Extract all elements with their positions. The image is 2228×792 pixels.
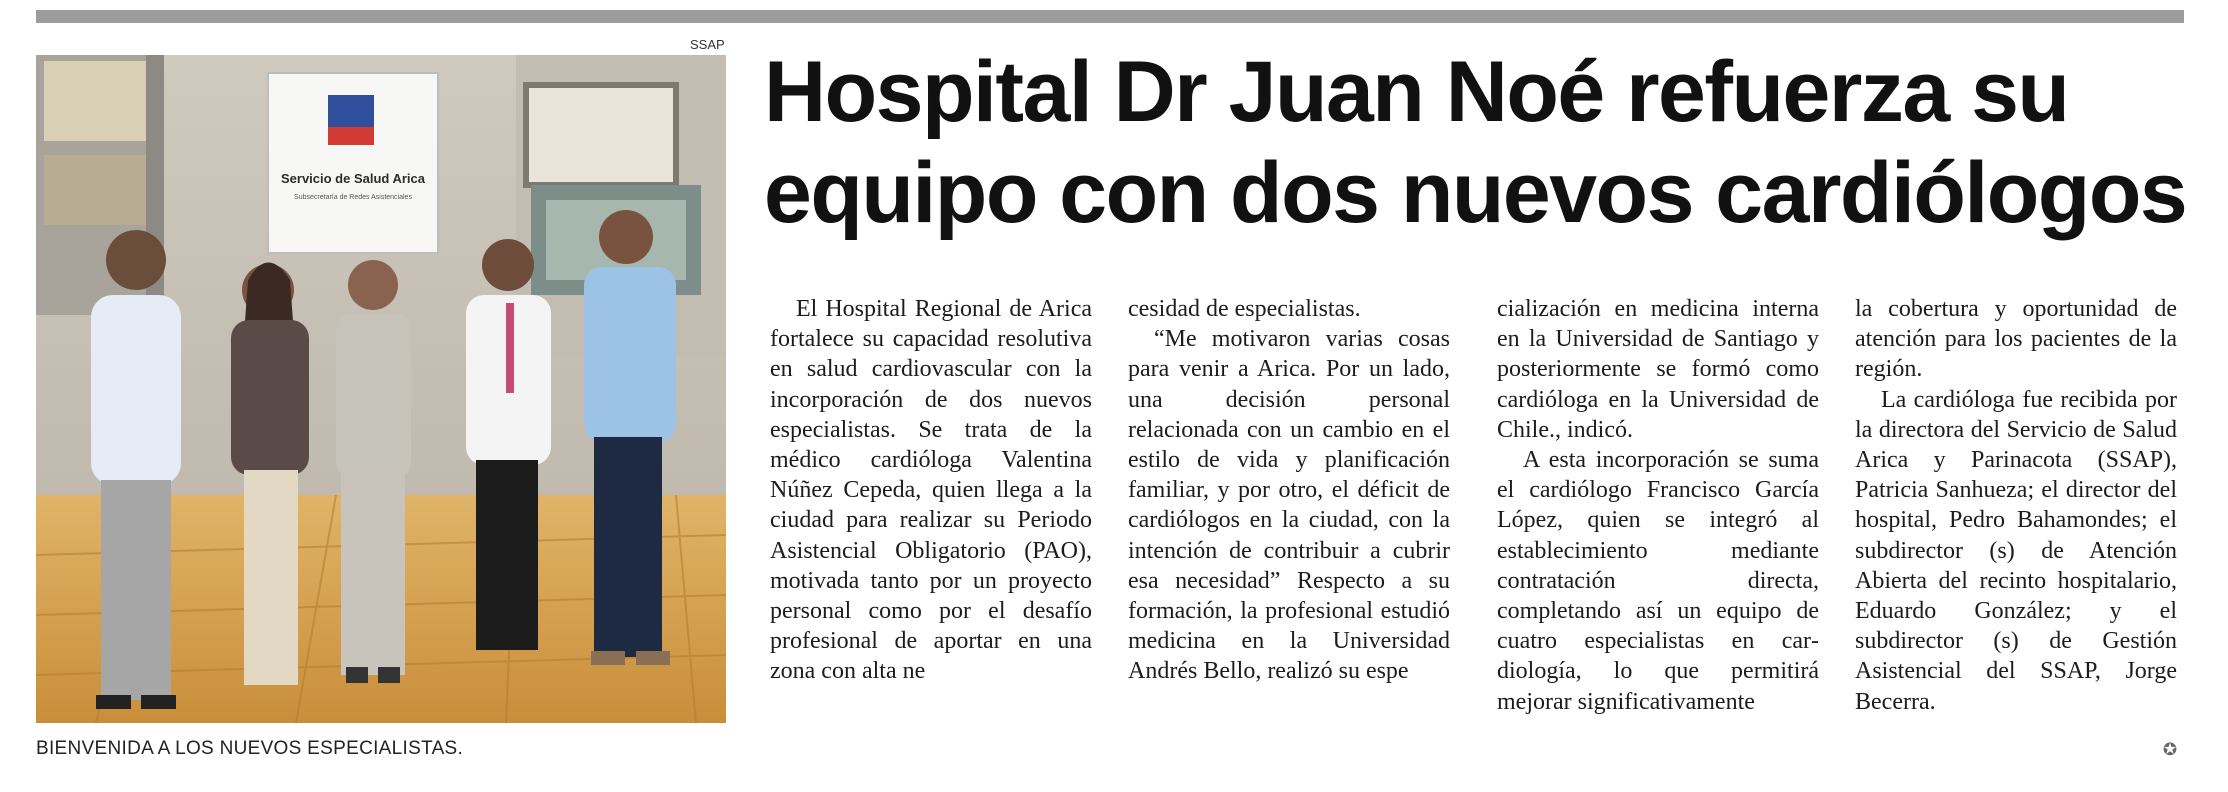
- sign-subtitle: Subsecretaría de Redes Asistenciales: [294, 194, 412, 201]
- article-column-1: [770, 294, 1092, 764]
- paragraph: “Me motivaron varias cosas para venir a Arica. Por un lado, una decisión personal relacionada con un cambio en el estilo de vida y planificación familiar, y por otro, el déficit de cardiólogos en la ciudad, con la intención de contribuir a cubrir esa necesidad” Respecto a su formación, la profesional estudió medicina en la Universidad Andrés Bello, realizó su espe: [1128, 326, 1450, 685]
- person-3: [336, 260, 411, 683]
- top-rule: [36, 10, 2184, 23]
- paragraph: cialización en medicina interna en la Universidad de Santiago y posteriormente se formó como cardióloga en la Universidad de Chile., indicó.: [1497, 296, 1819, 443]
- headline: Hospital Dr Juan Noé refuerza su equipo con dos nuevos cardiólogos: [764, 44, 2187, 241]
- article-photo: [36, 55, 726, 723]
- photo-credit: SSAP: [690, 37, 725, 52]
- paragraph: El Hospital Regional de Arica fortalece su capacidad resolutiva en salud cardiovascular con la incorporación de dos nuevos especialistas. Se trata de la médico cardióloga Valentina Núñez Cepeda, quien llega a la ciudad para realizar su Periodo Asistencial Obligatorio (PAO), motivada tanto por un proyecto personal como por el desafío profesional de aportar en una zona con alta ne: [770, 296, 1092, 685]
- photo-caption: BIENVENIDA A LOS NUEVOS ESPECIALISTAS.: [36, 738, 464, 759]
- sign-title: Servicio de Salud Arica: [280, 171, 426, 186]
- article-column-2: [1128, 294, 1450, 764]
- article-column-4: [1855, 294, 2177, 764]
- institution-sign: [268, 73, 438, 253]
- article-column-3: [1497, 294, 1819, 764]
- circled-star-icon: ✪: [2162, 740, 2178, 760]
- person-1: [91, 230, 181, 709]
- paragraph: A esta incorporación se suma el cardiólogo Francisco García López, quien se integró al establecimiento mediante contratación directa, completando así un equipo de cuatro especialistas en cardiología, lo que permitirá mejorar significativamente: [1497, 447, 1819, 715]
- paragraph: cesidad de especialistas.: [1128, 296, 1361, 322]
- paragraph: la cobertura y oportunidad de atención para los pacientes de la región.: [1855, 296, 2177, 383]
- paragraph: La cardióloga fue recibida por la directora del Servicio de Salud Arica y Parinacota (SSAP), Patricia Sanhueza; el director del hospital, Pedro Bahamondes; el subdirector (s) de Atención Abierta del recinto hospitalario, Eduardo González; y el subdirector (s) de Gestión Asistencial del SSAP, Jorge Becerra.: [1855, 386, 2177, 715]
